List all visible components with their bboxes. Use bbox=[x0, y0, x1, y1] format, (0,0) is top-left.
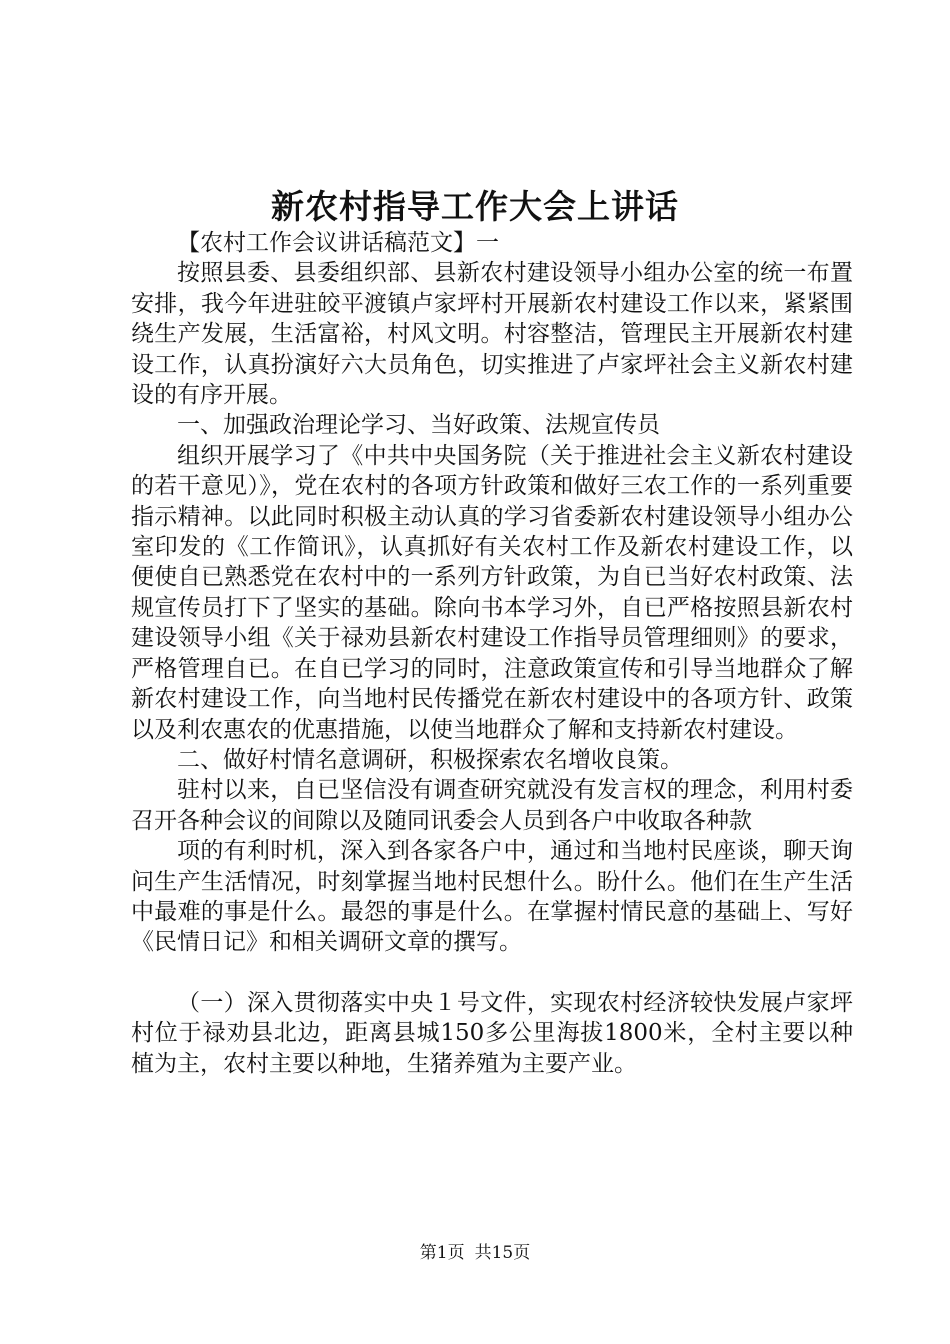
document-title: 新农村指导工作大会上讲话 bbox=[271, 187, 679, 226]
section-2-paragraph-b: 项的有利时机，深入到各家各户中，通过和当地村民座谈，聊天询问生产生活情况，时刻掌握当地村民想什么。盼什么。他们在生产生活中最难的事是什么。最怨的事是什么。在掌握村情民意的基础上、写好《民情日记》和相关调研文章的撰写。 bbox=[131, 838, 853, 956]
subsection-1-paragraph: （一）深入贯彻落实中央１号文件，实现农村经济较快发展卢家坪村位于禄劝县北边，距离县城150多公里海拔1800米，全村主要以种植为主，农村主要以种地，生猪养殖为主要产业。 bbox=[131, 989, 853, 1077]
document-body bbox=[131, 228, 853, 1079]
section-heading-1: 一、加强政治理论学习、当好政策、法规宣传员 bbox=[177, 412, 660, 439]
section-heading-2: 二、做好村情名意调研，积极探索农名增收良策。 bbox=[177, 746, 683, 773]
section-2-paragraph-a: 驻村以来，自已坚信没有调查研究就没有发言权的理念，利用村委召开各种会议的间隙以及随同讯委会人员到各户中收取各种款 bbox=[131, 777, 853, 834]
intro-paragraph: 按照县委、县委组织部、县新农村建设领导小组办公室的统一布置安排，我今年进驻皎平渡镇卢家坪村开展新农村建设工作以来，紧紧围绕生产发展，生活富裕，村风文明。村容整洁，管理民主开展新农村建设工作，认真扮演好六大员角色，切实推进了卢家坪社会主义新农村建设的有序开展。 bbox=[131, 260, 853, 409]
section-1-paragraph: 组织开展学习了《中共中央国务院（关于推进社会主义新农村建设的若干意见）》，党在农村的各项方针政策和做好三农工作的一系列重要指示精神。以此同时积极主动认真的学习省委新农村建设领导小组办公室印发的《工作简讯》，认真抓好有关农村工作及新农村建设工作，以便使自已熟悉党在农村中的一系列方针政策，为自已当好农村政策、法规宣传员打下了坚实的基础。除向书本学习外，自已严格按照县新农村建设领导小组《关于禄劝县新农村建设工作指导员管理细则》的要求，严格管理自已。在自已学习的同时，注意政策宣传和引导当地群众了解新农村建设工作，向当地村民传播党在新农村建设中的各项方针、政策以及利农惠农的优惠措施，以使当地群众了解和支持新农村建设。 bbox=[131, 442, 853, 743]
page-number: 第1页 bbox=[419, 1243, 465, 1263]
paragraph-gap bbox=[131, 958, 853, 988]
section-tag: 【农村工作会议讲话稿范文】一 bbox=[177, 230, 499, 256]
page-total: 共15页 bbox=[474, 1243, 531, 1263]
page-footer bbox=[0, 1241, 950, 1265]
